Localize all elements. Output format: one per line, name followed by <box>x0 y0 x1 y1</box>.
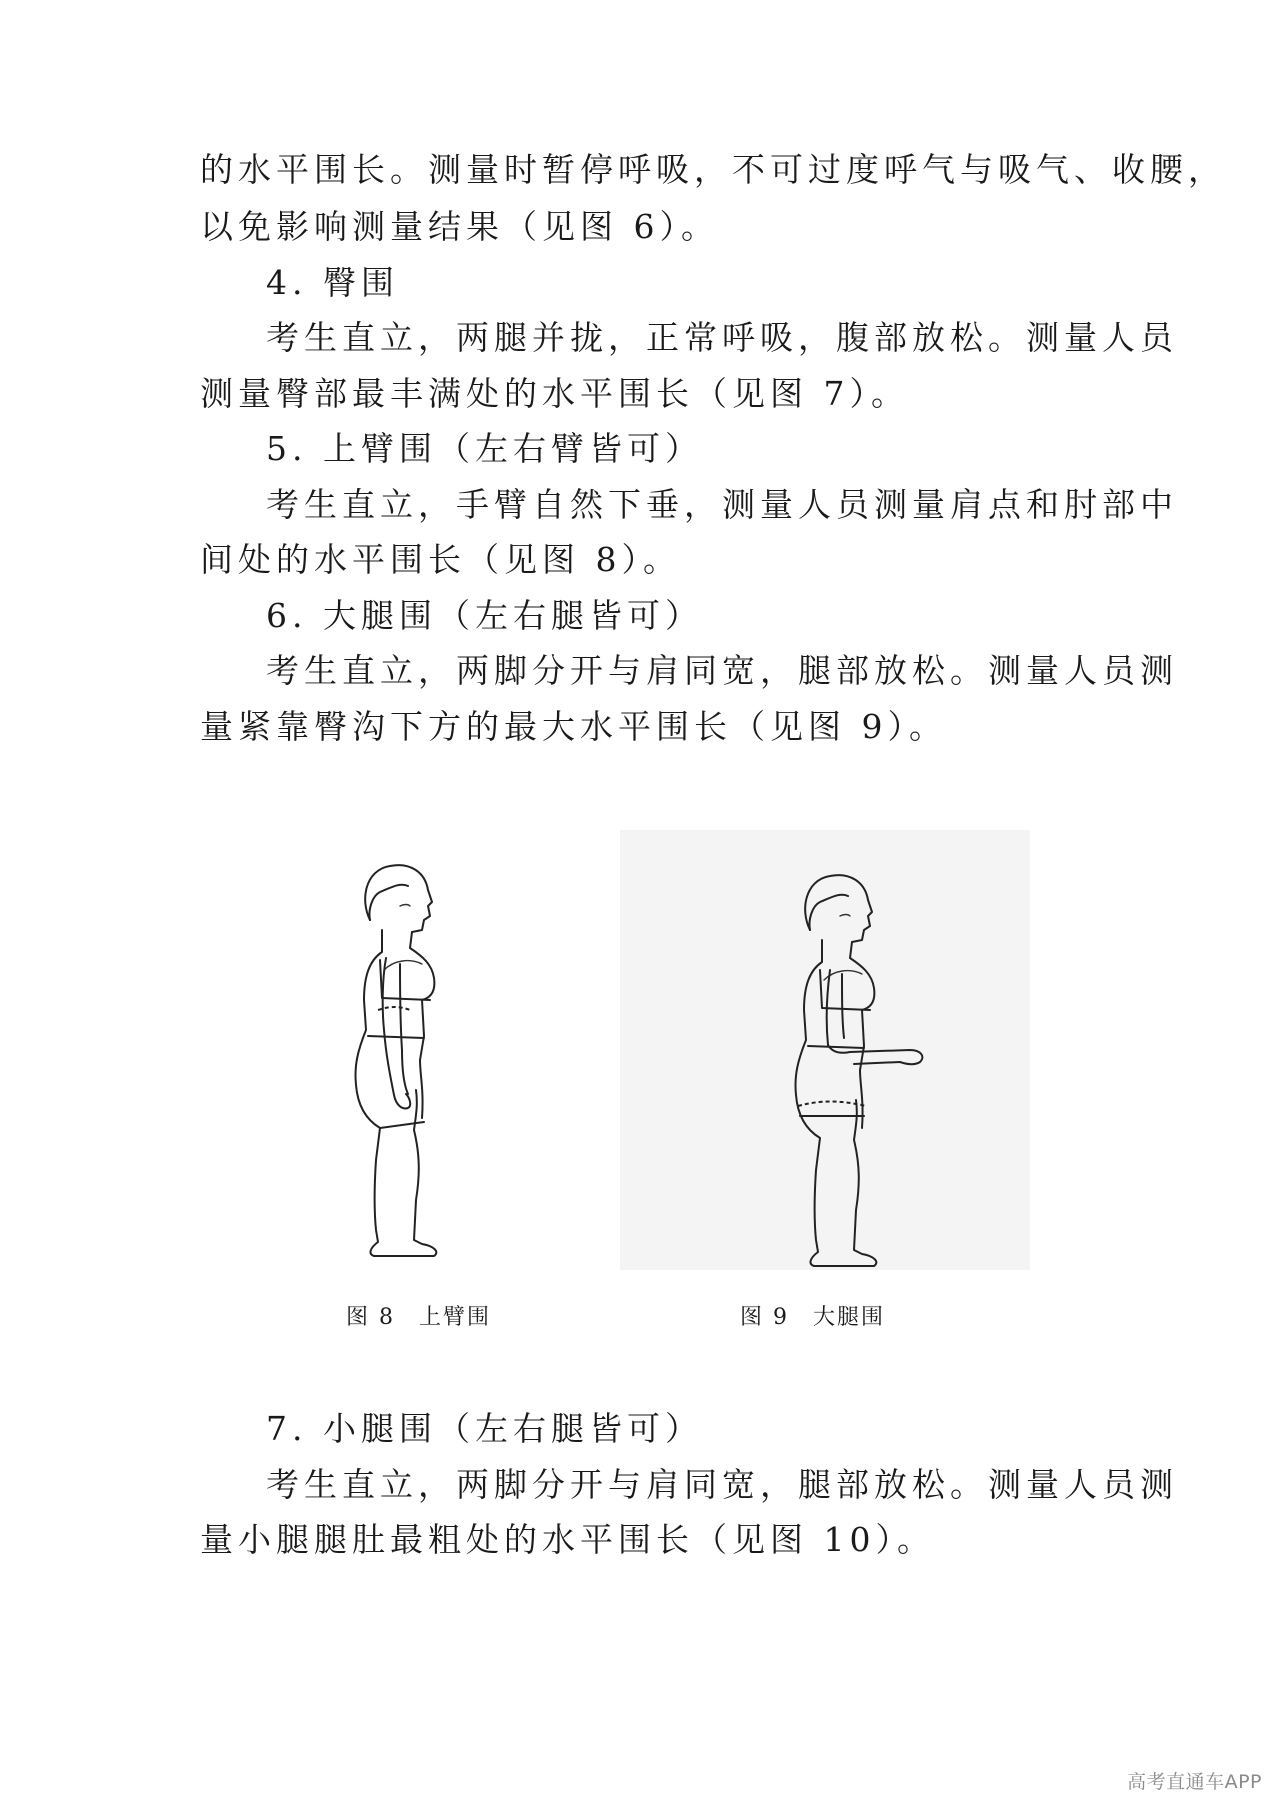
section-heading-hip: 4. 臀围 <box>266 263 399 302</box>
figure-9-caption: 图 9 大腿围 <box>740 1305 885 1330</box>
body-text-line: 间处的水平围长（见图 8）。 <box>200 540 681 579</box>
figure-8-upper-arm <box>330 860 490 1260</box>
section-heading-calf: 7. 小腿围（左右腿皆可） <box>266 1409 703 1448</box>
figure-upper-arm-measurement-icon <box>330 860 490 1260</box>
figure-9-thigh <box>620 830 1030 1270</box>
body-text-line: 量紧靠臀沟下方的最大水平围长（见图 9）。 <box>200 707 947 746</box>
figure-8-caption: 图 8 上臂围 <box>346 1305 491 1330</box>
section-heading-upper-arm: 5. 上臂围（左右臂皆可） <box>266 429 703 468</box>
body-text-line: 考生直立，两脚分开与肩同宽，腿部放松。测量人员测 <box>266 651 1178 690</box>
figure-thigh-measurement-icon <box>620 830 1030 1270</box>
watermark: 高考直通车APP <box>1127 1771 1262 1793</box>
body-text-line: 考生直立，两腿并拢，正常呼吸，腹部放松。测量人员 <box>266 318 1178 357</box>
body-text-line: 测量臀部最丰满处的水平围长（见图 7）。 <box>200 374 909 413</box>
body-text-line: 以免影响测量结果（见图 6）。 <box>200 207 719 246</box>
body-text-line: 考生直立，两脚分开与肩同宽，腿部放松。测量人员测 <box>266 1465 1178 1504</box>
body-text-line: 考生直立，手臂自然下垂，测量人员测量肩点和肘部中 <box>266 485 1178 524</box>
section-heading-thigh: 6. 大腿围（左右腿皆可） <box>266 596 703 635</box>
body-text-line: 量小腿腿肚最粗处的水平围长（见图 10）。 <box>200 1520 935 1559</box>
body-text-line: 的水平围长。测量时暂停呼吸，不可过度呼气与吸气、收腰， <box>200 150 1226 189</box>
